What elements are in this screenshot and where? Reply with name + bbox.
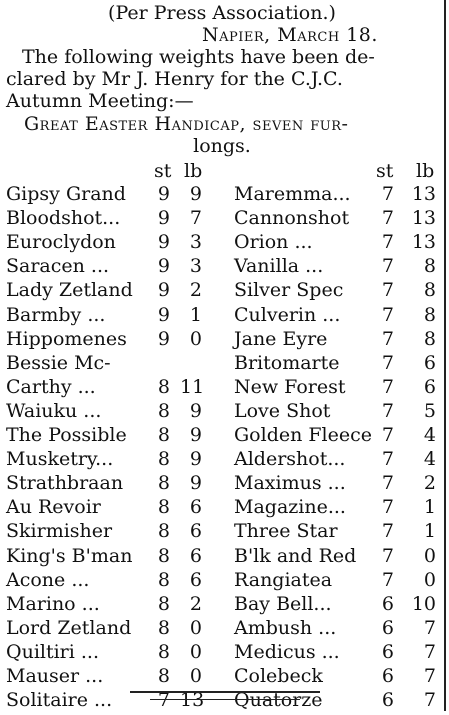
table-row	[6, 665, 438, 691]
right-stone: 7	[381, 327, 394, 350]
right-horse-name: B'lk and Red	[234, 544, 357, 567]
right-pounds: 13	[411, 231, 436, 254]
dateline-text: Napier, March 18.	[202, 24, 378, 46]
left-horse-name: Barmby ...	[6, 303, 106, 326]
left-pounds: 6	[189, 568, 202, 591]
table-row	[6, 569, 438, 595]
left-pounds: 7	[189, 207, 202, 230]
left-horse-name: Solitaire ...	[6, 689, 113, 712]
left-stone: 8	[157, 568, 170, 591]
right-horse-name: Golden Fleece	[234, 424, 373, 446]
left-pounds: 2	[189, 279, 202, 302]
left-horse-name: Euroclydon	[6, 231, 116, 254]
left-stone: 8	[157, 665, 170, 687]
left-pounds: 9	[189, 183, 202, 205]
left-pounds: 0	[189, 616, 202, 639]
right-horse-name: New Forest	[234, 375, 346, 398]
column-rule	[444, 0, 446, 711]
right-horse-name: Three Star	[234, 520, 338, 543]
right-pounds: 1	[423, 496, 436, 519]
right-horse-name: Magazine...	[234, 496, 346, 519]
left-stone: 8	[157, 472, 170, 495]
left-horse-name: Acone ...	[6, 568, 90, 591]
table-row	[6, 617, 438, 643]
right-horse-name: Quatorze	[234, 689, 323, 712]
left-pounds: 2	[189, 592, 202, 615]
right-pounds: 2	[423, 472, 436, 495]
right-stone: 7	[381, 544, 394, 567]
right-pounds: 5	[423, 399, 436, 422]
table-row	[6, 641, 438, 667]
right-pounds: 6	[423, 375, 436, 398]
left-stone: 9	[157, 303, 170, 326]
left-stone: 9	[157, 279, 170, 302]
right-horse-name: Orion ...	[234, 231, 313, 254]
left-pounds: 3	[189, 255, 202, 278]
table-row	[6, 545, 438, 571]
left-horse-name: Strathbraan	[6, 472, 124, 495]
table-row	[6, 424, 438, 450]
right-stone: 7	[381, 279, 394, 302]
right-stone: 7	[381, 231, 394, 254]
left-stone: 8	[157, 520, 170, 543]
right-stone: 7	[381, 183, 394, 205]
right-pounds: 13	[411, 183, 436, 205]
left-horse-name: Waiuku ...	[6, 399, 102, 422]
left-stone: 8	[157, 448, 170, 471]
left-horse-name: Lord Zetland	[6, 616, 132, 639]
left-horse-name: Quiltiri ...	[6, 640, 99, 663]
left-pounds: 3	[189, 231, 202, 254]
right-horse-name: Bay Bell...	[234, 592, 332, 615]
left-horse-name: Musketry...	[6, 448, 114, 471]
left-stone: 8	[157, 399, 170, 422]
left-horse-name: Bloodshot...	[6, 207, 121, 230]
source-line: (Per Press Association.)	[108, 2, 336, 24]
left-pounds: 0	[189, 640, 202, 663]
right-horse-name: Maremma...	[234, 183, 351, 205]
race-title-line-2: longs.	[193, 135, 251, 157]
left-horse-name: King's B'man	[6, 544, 133, 567]
col-header-st-right: st	[376, 160, 394, 182]
table-row	[6, 231, 438, 257]
left-horse-name: Gipsy Grand	[6, 183, 126, 205]
left-stone: 8	[157, 424, 170, 446]
left-stone: 8	[157, 592, 170, 615]
left-stone: 8	[157, 375, 170, 398]
right-stone: 7	[381, 448, 394, 471]
right-horse-name: Colebeck	[234, 665, 323, 687]
left-stone: 9	[157, 207, 170, 230]
left-pounds: 0	[189, 327, 202, 350]
dateline	[202, 24, 378, 46]
right-stone: 7	[381, 399, 394, 422]
right-horse-name: Cannonshot	[234, 207, 350, 230]
right-pounds: 4	[423, 424, 436, 446]
left-pounds: 13	[180, 689, 205, 712]
left-pounds: 9	[189, 472, 202, 495]
left-horse-name: Hippomenes	[6, 327, 127, 350]
right-pounds: 7	[423, 665, 436, 687]
right-stone: 6	[381, 689, 394, 712]
right-pounds: 7	[423, 616, 436, 639]
table-row	[6, 496, 438, 522]
left-pounds: 6	[189, 520, 202, 543]
right-stone: 6	[381, 640, 394, 663]
left-stone: 8	[157, 496, 170, 519]
intro-line-3: Autumn Meeting:—	[6, 90, 194, 112]
left-pounds: 0	[189, 665, 202, 687]
table-row	[6, 472, 438, 498]
right-pounds: 8	[423, 303, 436, 326]
right-pounds: 7	[423, 640, 436, 663]
left-horse-name: Marino ...	[6, 592, 100, 615]
intro-line-1: The following weights have been de-	[22, 46, 375, 68]
right-pounds: 8	[423, 327, 436, 350]
left-stone: 9	[157, 327, 170, 350]
closing-rule-thin	[150, 699, 300, 700]
left-horse-name: Lady Zetland	[6, 279, 133, 302]
right-horse-name: Silver Spec	[234, 279, 344, 302]
right-pounds: 0	[423, 568, 436, 591]
right-stone: 6	[381, 616, 394, 639]
left-horse-name: Au Revoir	[6, 496, 101, 519]
right-pounds: 1	[423, 520, 436, 543]
table-row	[6, 448, 438, 474]
left-stone: 9	[157, 183, 170, 205]
right-pounds: 4	[423, 448, 436, 471]
left-pounds: 6	[189, 496, 202, 519]
right-horse-name: Jane Eyre	[234, 327, 328, 350]
left-horse-name: Saracen ...	[6, 255, 110, 278]
left-stone: 7	[157, 689, 170, 712]
left-horse-name: Carthy ...	[6, 375, 96, 398]
col-header-lb-left: lb	[184, 160, 203, 182]
left-pounds: 6	[189, 544, 202, 567]
right-horse-name: Britomarte	[234, 351, 340, 374]
closing-rule-thick	[130, 691, 320, 693]
table-row	[6, 304, 438, 330]
right-stone: 6	[381, 592, 394, 615]
table-row	[6, 207, 438, 233]
right-stone: 7	[381, 424, 394, 446]
right-horse-name: Culverin ...	[234, 303, 341, 326]
table-row	[6, 520, 438, 546]
right-pounds: 7	[423, 689, 436, 712]
right-stone: 6	[381, 665, 394, 687]
left-stone: 8	[157, 616, 170, 639]
table-row	[6, 279, 438, 305]
right-horse-name: Medicus ...	[234, 640, 340, 663]
race-title-line-1	[24, 113, 348, 135]
right-stone: 7	[381, 375, 394, 398]
left-stone: 9	[157, 255, 170, 278]
left-pounds: 9	[189, 424, 202, 446]
left-stone: 8	[157, 544, 170, 567]
left-horse-name: The Possible	[6, 424, 127, 446]
left-stone: 9	[157, 231, 170, 254]
right-pounds: 13	[411, 207, 436, 230]
right-stone: 7	[381, 472, 394, 495]
left-stone: 8	[157, 640, 170, 663]
col-header-lb-right: lb	[416, 160, 435, 182]
table-row	[6, 328, 438, 354]
left-pounds: 9	[189, 399, 202, 422]
right-stone: 7	[381, 303, 394, 326]
left-pounds: 9	[189, 448, 202, 471]
right-stone: 7	[381, 255, 394, 278]
table-row	[6, 593, 438, 619]
table-row	[6, 255, 438, 281]
left-pounds: 1	[189, 303, 202, 326]
right-horse-name: Maximus ...	[234, 472, 346, 495]
right-horse-name: Ambush ...	[234, 616, 337, 639]
col-header-st-left: st	[154, 160, 172, 182]
right-horse-name: Vanilla ...	[234, 255, 324, 278]
left-horse-name: Bessie Mc-	[6, 351, 111, 374]
right-stone: 7	[381, 351, 394, 374]
right-pounds: 8	[423, 279, 436, 302]
table-row	[6, 400, 438, 426]
left-horse-name: Mauser ...	[6, 665, 104, 687]
right-horse-name: Aldershot...	[234, 448, 346, 471]
right-pounds: 6	[423, 351, 436, 374]
table-row	[6, 183, 438, 209]
table-row	[6, 376, 438, 402]
right-horse-name: Rangiatea	[234, 568, 333, 591]
right-pounds: 8	[423, 255, 436, 278]
intro-line-2: clared by Mr J. Henry for the C.J.C.	[6, 68, 343, 90]
right-horse-name: Love Shot	[234, 399, 331, 422]
left-pounds: 11	[180, 375, 205, 398]
left-horse-name: Skirmisher	[6, 520, 113, 543]
right-stone: 7	[381, 520, 394, 543]
table-row	[6, 352, 438, 378]
right-stone: 7	[381, 496, 394, 519]
right-pounds: 10	[411, 592, 436, 615]
right-stone: 7	[381, 207, 394, 230]
right-stone: 7	[381, 568, 394, 591]
race-title-text: Great Easter Handicap, seven fur-	[24, 113, 349, 135]
right-pounds: 0	[423, 544, 436, 567]
